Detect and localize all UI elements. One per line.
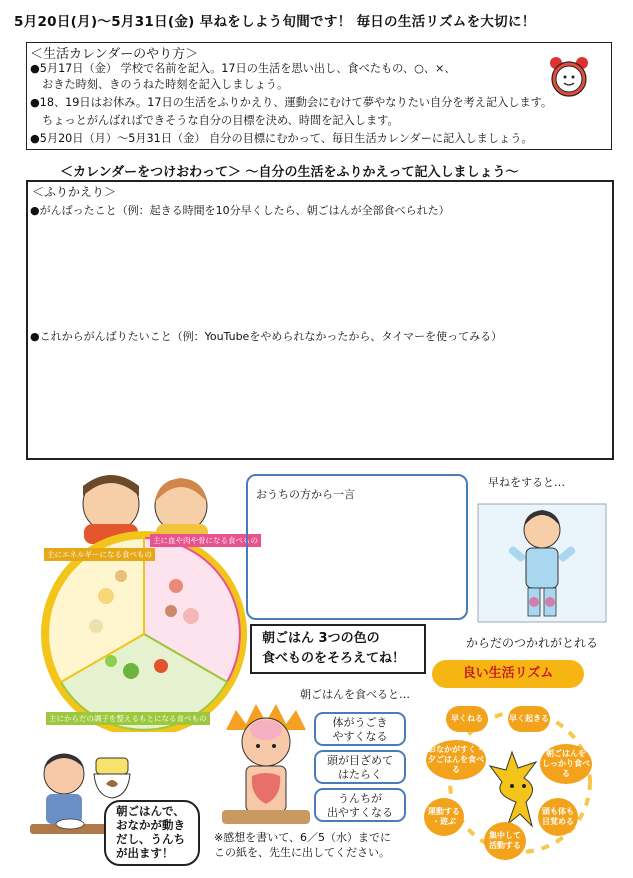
sleep-early-caption: 早ねをすると…: [488, 476, 565, 489]
rhythm-step-focus: 集中して 活動する: [484, 822, 526, 860]
effect-poop: うんちが 出やすくなる: [314, 788, 406, 822]
how-to-line-4: ちょっとがんばればできそうな自分の目標を決め、時間を記入します。: [42, 114, 399, 127]
toilet-illustration: [86, 756, 140, 802]
rhythm-step-wake-early: 早く起きる: [508, 706, 550, 732]
how-to-line-2: おきた時刻、きのうねた時刻を記入しましょう。: [42, 78, 289, 91]
reflection-item-did-well: ●がんばったこと（例：起きる時間を10分早くしたら、朝ごはんが全部食べられた）: [30, 204, 450, 217]
how-to-line-1: ●5月17日（金） 学校で名前を記入。17日の生活を思い出し、食べたもの、○、×、: [30, 62, 456, 75]
food-wheel-label-yellow: 主にエネルギーになる食べもの: [44, 548, 155, 561]
alarm-clock-icon: [546, 54, 592, 100]
reflection-box: [26, 180, 614, 460]
family-comment-label: おうちの方から一言: [256, 488, 355, 501]
page-title: 5月20日(月)～5月31日(金) 早ねをしよう旬間です！ 毎日の生活リズムを大切に！: [14, 14, 536, 30]
reflection-heading: ＜ふりかえり＞: [32, 185, 117, 199]
effect-brain-wakes: 頭が目ざめて はたらく: [314, 750, 406, 784]
sleeping-boy-illustration: [474, 490, 610, 626]
effect-body-moves: 体がうごき やすくなる: [314, 712, 406, 746]
rhythm-step-breakfast: 朝ごはんを しっかり食べる: [540, 744, 592, 784]
after-breakfast-caption: 朝ごはんを食べると…: [300, 688, 410, 701]
rhythm-step-wake-body: 頭も体も 目覚める: [538, 798, 578, 836]
rhythm-step-sleep-early: 早くねる: [446, 706, 488, 732]
food-wheel-illustration: [36, 466, 248, 732]
speech-bubble-text: 朝ごはんで、 おなかが動き だし、うんち が出ます！: [116, 804, 185, 860]
boy-eating-illustration: [216, 700, 316, 828]
reflection-item-goal: ●これからがんばりたいこと（例：YouTubeをやめられなかったから、タイマーを使ってみる）: [30, 330, 503, 343]
how-to-heading: ＜生活カレンダーのやり方＞: [30, 47, 199, 62]
reflection-section-title: ＜カレンダーをつけおわって＞ ～自分の生活をふりかえって記入しましょう～: [60, 165, 519, 180]
food-wheel-label-red: 主に血や肉や骨になる食べもの: [150, 534, 261, 547]
three-colors-line-2: 食べものをそろえてね！: [262, 651, 406, 666]
three-colors-line-1: 朝ごはん 3つの色の: [262, 631, 380, 646]
how-to-line-3: ●18、19日はお休み。17日の生活をふりかえり、運動会にむけて夢やなりたい自分を考え記入します。: [30, 96, 553, 109]
rhythm-step-dinner: おなかがすく・ 夕ごはんを食べる: [426, 740, 486, 780]
submission-note: ※感想を書いて、6／5（水）までに この紙を、先生に出してください。: [214, 831, 391, 859]
rhythm-step-exercise: 運動する ・遊ぶ: [424, 798, 464, 836]
food-wheel-label-green: 主にからだの調子を整えるもとになる食べもの: [46, 712, 210, 725]
rhythm-title: 良い生活リズム: [432, 660, 584, 688]
sleep-early-result: からだのつかれがとれる: [466, 636, 599, 650]
how-to-line-5: ●5月20日（月）～5月31日（金） 自分の目標にむかって、毎日生活カレンダーに記入しましょう。: [30, 132, 533, 145]
